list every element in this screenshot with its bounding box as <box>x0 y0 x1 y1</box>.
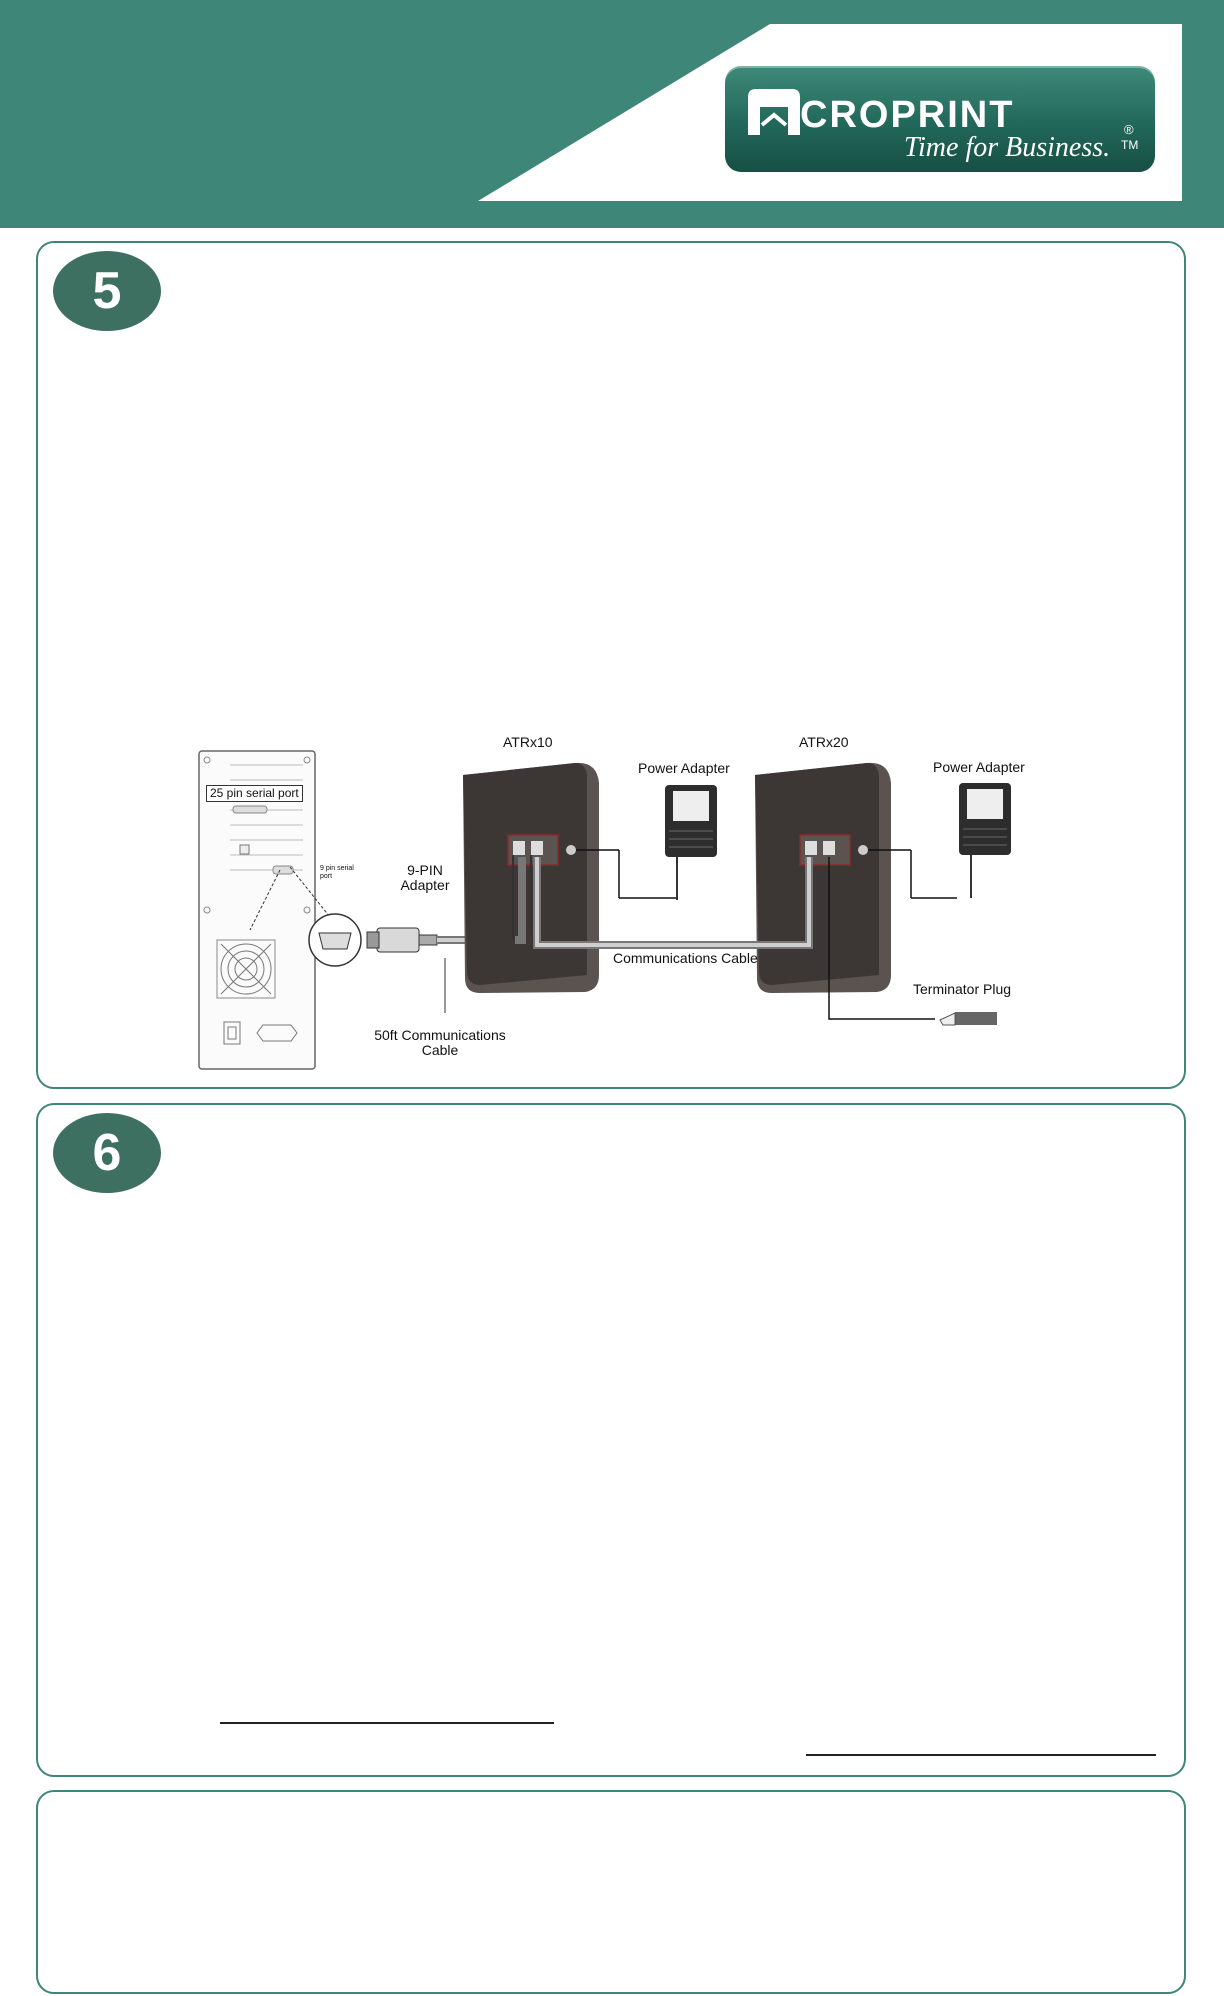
label-25-pin-serial-port: 25 pin serial port <box>206 785 303 802</box>
label-9-pin-adapter: 9-PIN Adapter <box>400 862 450 894</box>
logo-trademark: TM <box>1121 138 1139 152</box>
label-atrx10: ATRx10 <box>503 734 553 750</box>
label-terminator-plug: Terminator Plug <box>913 981 1012 997</box>
label-9-pin-serial-port: 9 pin serial port <box>320 865 354 880</box>
logo-registered-mark: ® <box>1124 122 1134 137</box>
logo-wordmark: CROPRINT <box>800 94 1015 136</box>
step-5-badge: 5 <box>53 251 161 331</box>
bottom-panel <box>36 1790 1186 1994</box>
terminator-plug-illustration <box>940 1012 997 1025</box>
acroprint-a-mark-icon <box>744 85 804 137</box>
wiring-diagram <box>195 735 1045 1075</box>
label-atrx20: ATRx20 <box>799 734 849 750</box>
power-adapter-2-illustration <box>959 783 1011 898</box>
label-communications-cable: Communications Cable <box>613 950 758 966</box>
blank-line-right <box>806 1754 1156 1756</box>
label-power-adapter-2: Power Adapter <box>933 759 1025 775</box>
label-50ft-communications-cable: 50ft Communications Cable <box>374 1027 506 1059</box>
power-adapter-1-illustration <box>665 785 717 900</box>
step-6-badge: 6 <box>53 1113 161 1193</box>
label-power-adapter-1: Power Adapter <box>638 760 730 776</box>
step-6-panel <box>36 1103 1186 1777</box>
blank-line-left <box>220 1722 554 1724</box>
logo-tagline: Time for Business. <box>904 132 1111 163</box>
